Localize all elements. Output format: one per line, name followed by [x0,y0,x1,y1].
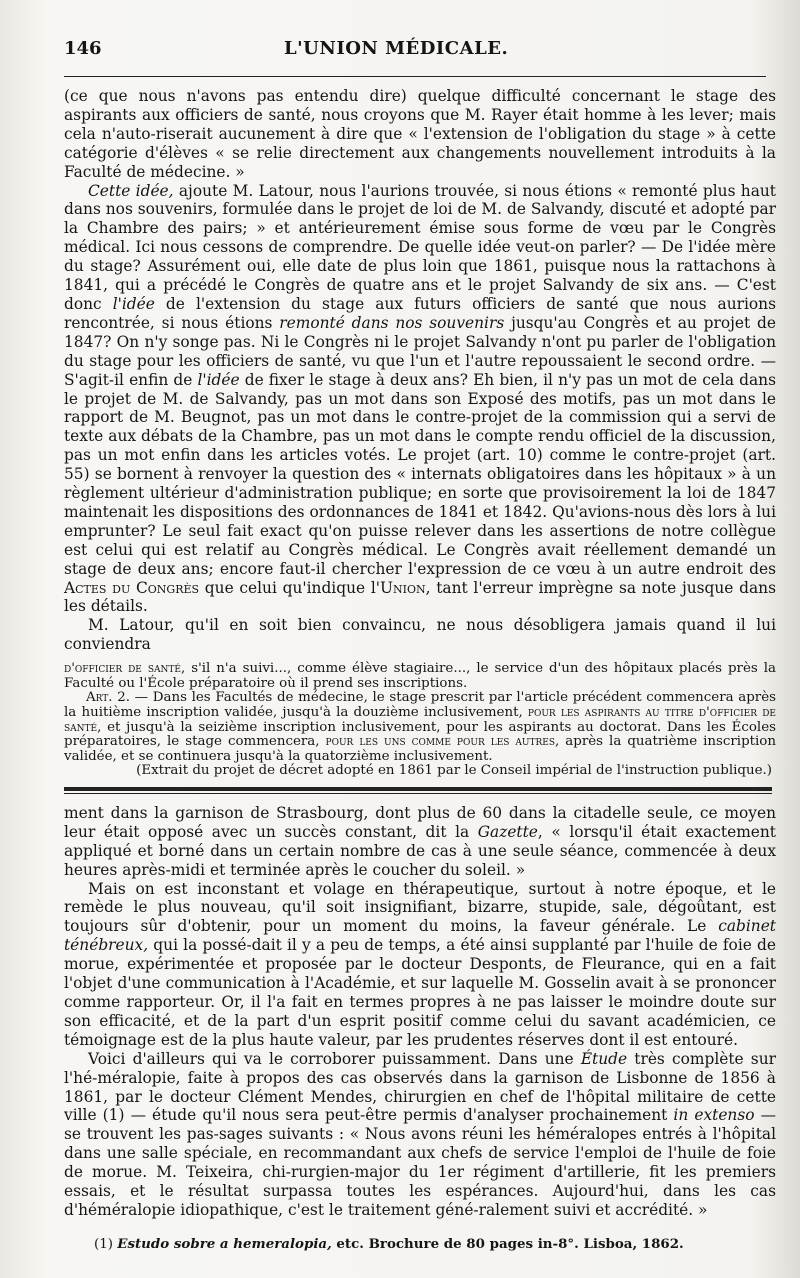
feuilleton-paragraph-1: ment dans la garnison de Strasbourg, dont plus de 60 dans la citadelle seule, ce moyen leur était opposé avec un succès constant, dit la Gazette, « lorsqu'il était exactement appliqué et borné dans un certain nombre de cas à une seule séance, commencée à deux heures après-midi et terminée après le coucher du soleil. » [64,803,776,879]
feuilleton-rule-thin [64,793,772,794]
header-rule [64,76,766,77]
feuilleton-rule-thick [64,787,772,791]
article-body [64,87,776,654]
note-paragraph-2: Art. 2. — Dans les Facultés de médecine, le stage prescrit par l'article précédent commencera après la huitième inscription validée, jusqu'à la douzième inclusivement, pour les aspirants au titre d'officier de santé, et jusqu'à la seizième inscription inclusivement, pour les aspirants au doctorat. Dans les Écoles préparatoires, le stage commencera, pour les uns comme pour les autres, après la quatrième inscription validée, et se continuera jusqu'à la quatorzième inclusivement. [64,690,776,764]
article-paragraph-3: M. Latour, qu'il en soit bien convaincu, ne nous désobligera jamais quand il lui conviendra [64,616,776,654]
feuilleton-body [64,804,776,1220]
feuilleton-paragraph-3: Voici d'ailleurs qui va le corroborer puissamment. Dans une Étude très complète sur l'hé-méralopie, faite à propos des cas observés dans la garnison de Lisbonne de 1856 à 1861, par le docteur Clément Mendes, chirurgien en chef de l'hôpital militaire de cette ville (1) — étude qu'il nous sera peut-être permis d'analyser prochainement in extenso — se trouvent les pas-sages suivants : « Nous avons réuni les héméralopes entrés à l'hôpital dans une salle spéciale, en recommandant aux chefs de service l'emploi de l'huile de foie de morue. M. Teixeira, chi-rurgien-major du 1er régiment d'artillerie, fit les premiers essais, et le résultat surpassa toutes les espérances. Aujourd'hui, dans les cas d'héméralopie idiopathique, c'est le traitement géné-ralement suivi et accrédité. » [64,1049,776,1219]
running-head [64,38,776,72]
footnote: (1) Estudo sobre a hemeralopia, etc. Brochure de 80 pages in-8°. Lisboa, 1862. [94,1235,684,1252]
feuilleton-paragraph-2: Mais on est inconstant et volage en thérapeutique, surtout à notre époque, et le remède le plus nouveau, qu'il soit insignifiant, bizarre, stupide, sale, dégoûtant, est toujours sûr d'obtenir, pour un moment du moins, la faveur générale. Le cabinet ténébreux, qui la possé-dait il y a peu de temps, a été ainsi supplanté par l'huile de foie de morue, expérimentée et proposée par le docteur Desponts, de Fleurance, qui en a fait l'objet d'une communication à l'Académie, et sur laquelle M. Gosselin avait à se prononcer comme rapporteur. Or, il l'a fait en termes propres à ne pas laisser le moindre doute sur son efficacité, et de la part d'un esprit positif comme celui du savant académicien, ce témoignage est de la plus haute valeur, par les prudentes réserves dont il est entouré. [64,879,776,1049]
journal-title: L'UNION MÉDICALE. [284,38,509,59]
note-paragraph-1: d'officier de santé, s'il n'a suivi..., comme élève stagiaire..., le service d'un des hôpitaux placés près la Faculté ou l'École préparatoire où il prend ses inscriptions. [64,661,776,691]
note-source: (Extrait du projet de décret adopté en 1861 par le Conseil impérial de l'instruction publique.) [136,763,772,779]
article-paragraph-1: (ce que nous n'avons pas entendu dire) quelque difficulté concernant le stage des aspirants aux officiers de santé, nous croyons que M. Rayer était homme à les lever; mais cela n'auto-riserait aucunement à dire que « l'extension de l'obligation du stage » à cette catégorie d'élèves « se relie directement aux changements nouvellement introduits à la Faculté de médecine. » [64,87,776,181]
article-paragraph-2: Cette idée, ajoute M. Latour, nous l'aurions trouvée, si nous étions « remonté plus haut dans nos souvenirs, formulée dans le projet de loi de M. de Salvandy, discuté et adopté par la Chambre des pairs; » et antérieurement émise sous forme de vœu par le Congrès médical. Ici nous cessons de comprendre. De quelle idée veut-on parler? — De l'idée mère du stage? Assurément oui, elle date de plus loin que 1861, puisque nous la rattachons à 1841, qui a précédé le Congrès de quatre ans et le projet Salvandy de six ans. — C'est donc l'idée de l'extension du stage aux futurs officiers de santé que nous aurions rencontrée, si nous étions remonté dans nos souvenirs jusqu'au Congrès et au projet de 1847? On n'y songe pas. Ni le Congrès ni le projet Salvandy n'ont pu parler de l'obligation du stage pour les officiers de santé, vu que l'un et l'autre repoussaient le second ordre. — S'agit-il enfin de l'idée de fixer le stage à deux ans? Eh bien, il n'y pas un mot de cela dans le projet de M. de Salvandy, pas un mot dans son Exposé des motifs, pas un mot dans le rapport de M. Beugnot, pas un mot dans le contre-projet de la commission qui a servi de texte aux débats de la Chambre, pas un mot dans le compte rendu officiel de la discussion, pas un mot enfin dans les articles votés. Le projet (art. 10) comme le contre-projet (art. 55) se bornent à renvoyer la question des « internats obligatoires dans les hôpitaux » à un règlement ultérieur d'administration publique; en sorte que provisoirement la loi de 1847 maintenait les dispositions des ordonnances de 1841 et 1842. Qu'avions-nous dès lors à lui emprunter? Le seul fait exact qu'on puisse relever dans les assertions de notre collègue est celui qui est relatif au Congrès médical. Le Congrès avait réellement demandé un stage de deux ans; encore faut-il chercher l'expression de ce vœu à un autre endroit des Actes du Congrès que celui qu'indique l'Union, tant l'erreur imprègne sa note jusque dans les détails. [64,181,776,616]
page-number: 146 [64,38,102,59]
article-notes [64,662,776,779]
